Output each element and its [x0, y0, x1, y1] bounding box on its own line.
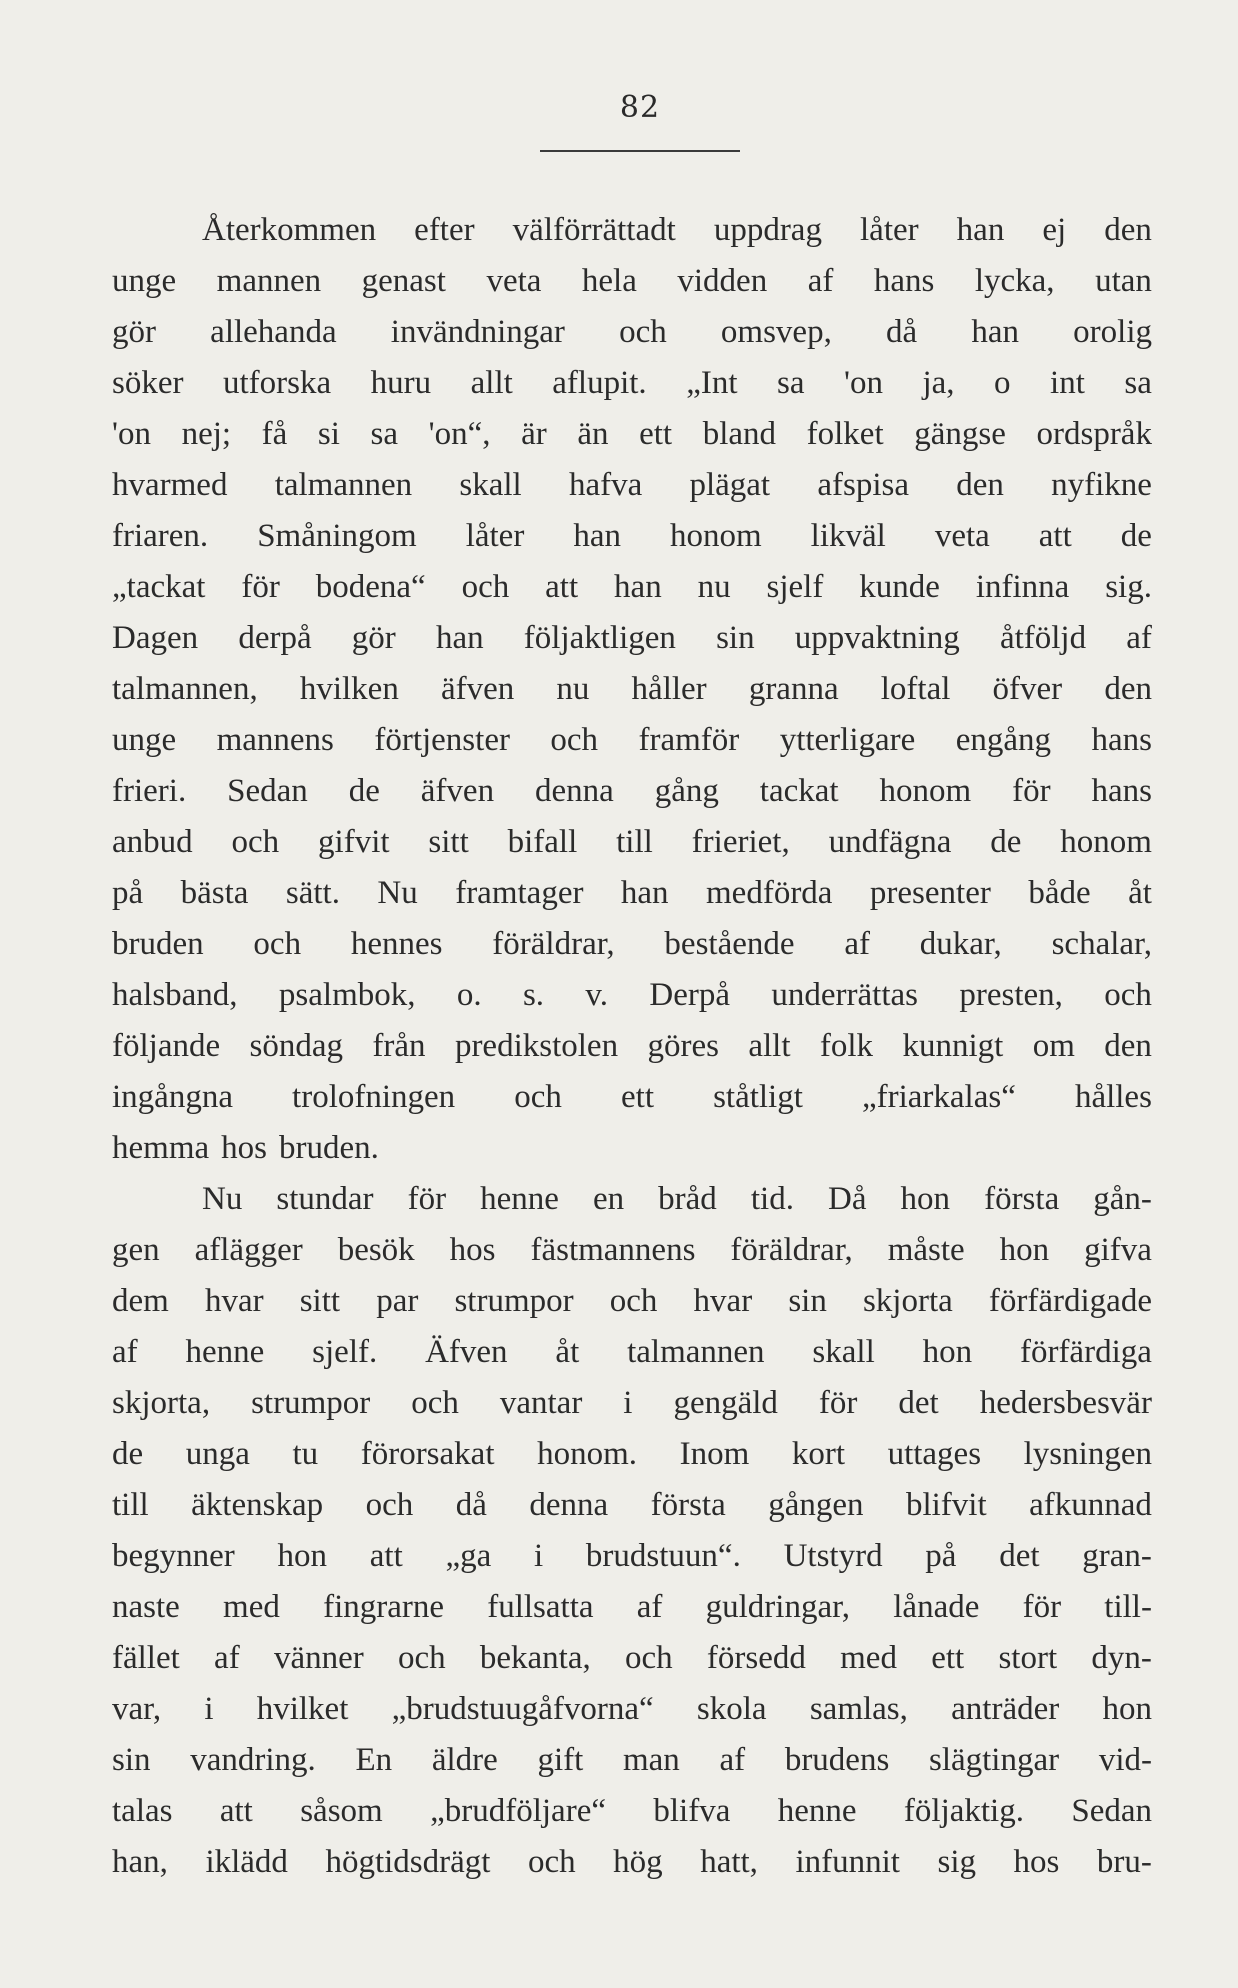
- text-line: följande söndag från predikstolen göres allt folk kunnigt om den: [112, 1028, 1152, 1064]
- text-line: talas att såsom „brudföljare“ blifva henne följaktig. Sedan: [112, 1793, 1152, 1829]
- text-line: halsband, psalmbok, o. s. v. Derpå underrättas presten, och: [112, 977, 1152, 1013]
- text-line: af henne sjelf. Äfven åt talmannen skall hon förfärdiga: [112, 1334, 1152, 1370]
- text-line: 'on nej; få si sa 'on“, är än ett bland folket gängse ordspråk: [112, 416, 1152, 452]
- text-line: gör allehanda invändningar och omsvep, då han orolig: [112, 314, 1152, 350]
- text-line: „tackat för bodena“ och att han nu sjelf kunde infinna sig.: [112, 569, 1152, 605]
- text-line: talmannen, hvilken äfven nu håller granna loftal öfver den: [112, 671, 1152, 707]
- text-line: sin vandring. En äldre gift man af brudens slägtingar vid-: [112, 1742, 1152, 1778]
- text-line: Återkommen efter välförrättadt uppdrag låter han ej den: [202, 212, 1152, 248]
- text-line: naste med fingrarne fullsatta af guldringar, lånade för till-: [112, 1589, 1152, 1625]
- text-line: unge mannens förtjenster och framför ytterligare engång hans: [112, 722, 1152, 758]
- text-line: gen aflägger besök hos fästmannens föräldrar, måste hon gifva: [112, 1232, 1152, 1268]
- text-line: anbud och gifvit sitt bifall till frieriet, undfägna de honom: [112, 824, 1152, 860]
- text-line: till äktenskap och då denna första gången blifvit afkunnad: [112, 1487, 1152, 1523]
- text-line: fället af vänner och bekanta, och försedd med ett stort dyn-: [112, 1640, 1152, 1676]
- text-line: Nu stundar för henne en bråd tid. Då hon första gån-: [202, 1181, 1152, 1217]
- text-line: skjorta, strumpor och vantar i gengäld för det hedersbesvär: [112, 1385, 1152, 1421]
- text-line: söker utforska huru allt aflupit. „Int sa 'on ja, o int sa: [112, 365, 1152, 401]
- text-line: hvarmed talmannen skall hafva plägat afspisa den nyfikne: [112, 467, 1152, 503]
- text-line: var, i hvilket „brudstuugåfvorna“ skola samlas, anträder hon: [112, 1691, 1152, 1727]
- text-line: hemma hos bruden.: [112, 1130, 379, 1166]
- header-rule: [540, 150, 740, 152]
- text-line: friaren. Småningom låter han honom likväl veta att de: [112, 518, 1152, 554]
- text-line: Dagen derpå gör han följaktligen sin uppvaktning åtföljd af: [112, 620, 1152, 656]
- page-number: 82: [619, 90, 661, 125]
- text-line: unge mannen genast veta hela vidden af hans lycka, utan: [112, 263, 1152, 299]
- text-line: de unga tu förorsakat honom. Inom kort uttages lysningen: [112, 1436, 1152, 1472]
- text-line: han, iklädd högtidsdrägt och hög hatt, infunnit sig hos bru-: [112, 1844, 1152, 1880]
- text-line: bruden och hennes föräldrar, bestående af dukar, schalar,: [112, 926, 1152, 962]
- text-line: på bästa sätt. Nu framtager han medförda presenter både åt: [112, 875, 1152, 911]
- text-line: begynner hon att „ga i brudstuun“. Utstyrd på det gran-: [112, 1538, 1152, 1574]
- body-text: [112, 205, 1152, 1888]
- text-line: frieri. Sedan de äfven denna gång tackat honom för hans: [112, 773, 1152, 809]
- text-line: dem hvar sitt par strumpor och hvar sin skjorta förfärdigade: [112, 1283, 1152, 1319]
- text-line: ingångna trolofningen och ett ståtligt „friarkalas“ hålles: [112, 1079, 1152, 1115]
